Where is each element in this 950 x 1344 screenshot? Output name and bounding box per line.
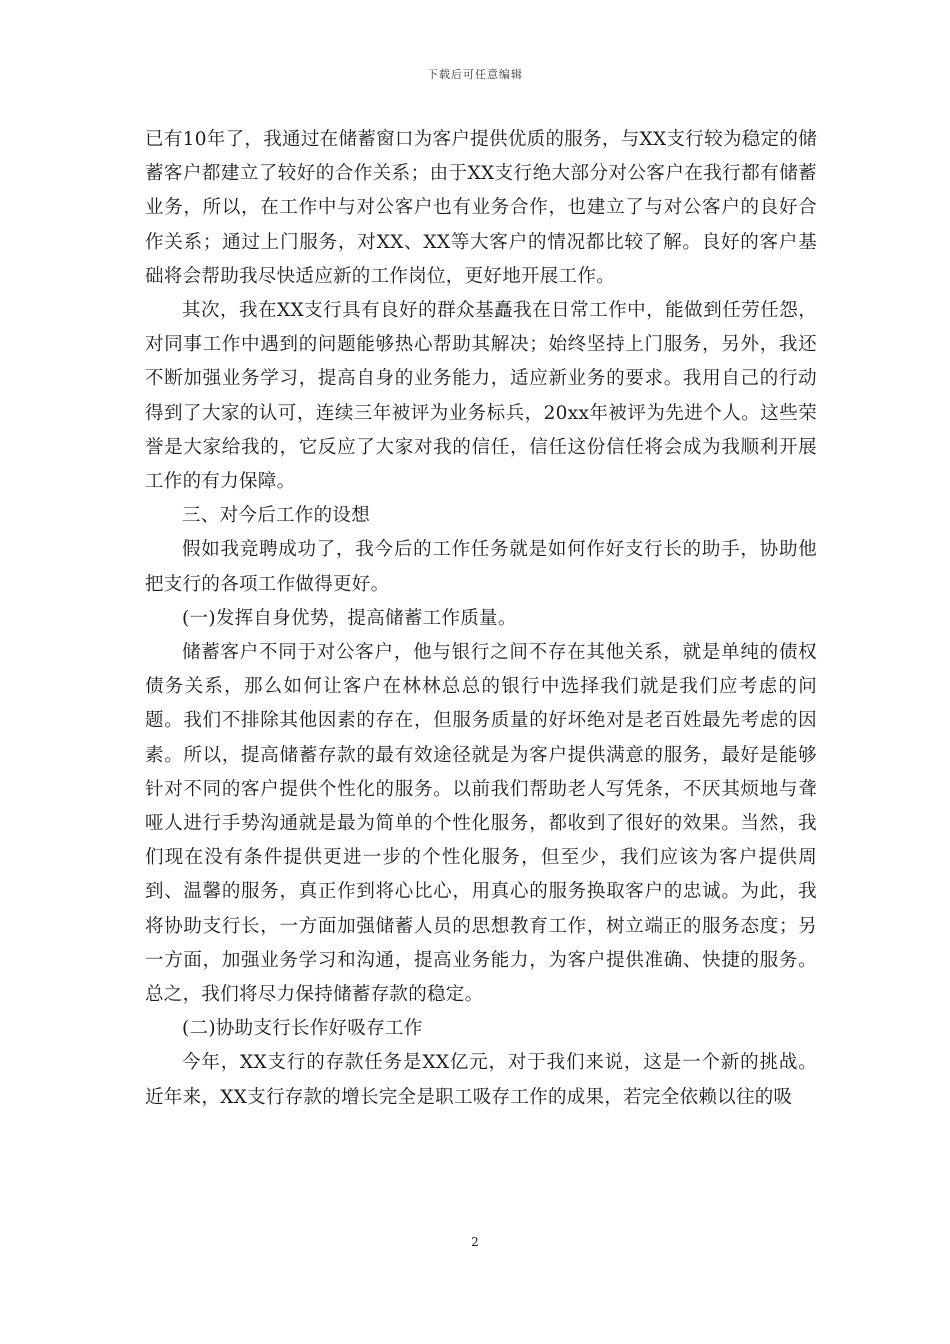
paragraph-5: 今年，XX支行的存款任务是XX亿元，对于我们来说，这是一个新的挑战。近年来，XX支行存款的增长完全是职工吸存工作的成果，若完全依赖以往的吸 [145, 1052, 817, 1108]
header-note: 下载后可任意编辑 [427, 68, 523, 81]
paragraph-2: 其次，我在XX支行具有良好的群众基矗我在日常工作中，能做到任劳任怨，对同事工作中遇到的问题能够热心帮助其解决；始终坚持上门服务，另外，我还不断加强业务学习，提高自身的业务能力，适应新业务的要求。我用自己的行动得到了大家的认可，连续三年被评为业务标兵，20xx年被评为先进个人。这些荣誉是大家给我的，它反应了大家对我的信任，信任这份信任将会成为我顺利开展工作的有力保障。 [145, 300, 817, 493]
document-body [145, 123, 817, 1115]
paragraph-1: 已有10年了，我通过在储蓄窗口为客户提供优质的服务，与XX支行较为稳定的储蓄客户都建立了较好的合作关系；由于XX支行绝大部分对公客户在我行都有储蓄业务，所以，在工作中与对公客户也有业务合作，也建立了与对公客户的良好合作关系；通过上门服务，对XX、XX等大客户的情况都比较了解。良好的客户基础将会帮助我尽快适应新的工作岗位，更好地开展工作。 [145, 129, 817, 287]
section-heading-plans: 三、对今后工作的设想 [182, 505, 371, 527]
paragraph-3: 假如我竞聘成功了，我今后的工作任务就是如何作好支行长的助手，协助他把支行的各项工作做得更好。 [145, 539, 817, 595]
subheading-2: (二)协助支行长作好吸存工作 [182, 1018, 423, 1040]
paragraph-4: 储蓄客户不同于对公客户，他与银行之间不存在其他关系，就是单纯的债权债务关系，那么如何让客户在林林总总的银行中选择我们就是我们应考虑的问题。我们不排除其他因素的存在，但服务质量的好坏绝对是老百姓最先考虑的因素。所以，提高储蓄存款的最有效途径就是为客户提供满意的服务，最好是能够针对不同的客户提供个性化的服务。以前我们帮助老人写凭条，不厌其烦地与聋哑人进行手势沟通就是最为简单的个性化服务，都收到了很好的效果。当然，我们现在没有条件提供更进一步的个性化服务，但至少，我们应该为客户提供周到、温馨的服务，真正作到将心比心，用真心的服务换取客户的忠诚。为此，我将协助支行长，一方面加强储蓄人员的思想教育工作，树立端正的服务态度；另一方面，加强业务学习和沟通，提高业务能力，为客户提供准确、快捷的服务。总之，我们将尽力保持储蓄存款的稳定。 [145, 642, 817, 1006]
page-number: 2 [471, 1235, 479, 1249]
subheading-1: (一)发挥自身优势，提高储蓄工作质量。 [182, 607, 517, 629]
